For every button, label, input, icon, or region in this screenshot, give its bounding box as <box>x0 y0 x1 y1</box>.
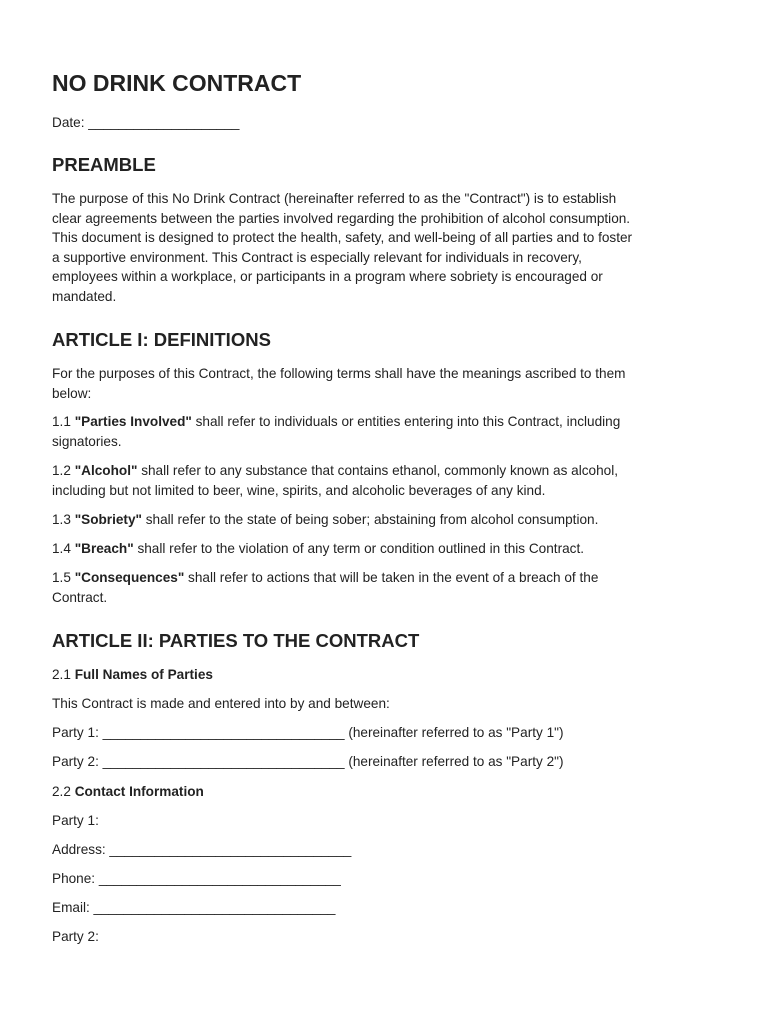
contact-party-2-label: Party 2: <box>52 929 99 944</box>
preamble-line: a supportive environment. This Contract is especially relevant for individuals in recovery, <box>52 249 582 265</box>
preamble-paragraph <box>52 189 722 306</box>
email-line: Email: ________________________________ <box>52 900 336 915</box>
definition-number: 1.1 <box>52 414 75 429</box>
preamble-line: clear agreements between the parties involved regarding the prohibition of alcohol consumption. <box>52 210 631 226</box>
phone-line: Phone: ________________________________ <box>52 871 341 886</box>
section-number: 2.2 <box>52 784 75 799</box>
section-title: Contact Information <box>74 784 204 799</box>
definition-1-4 <box>52 539 722 559</box>
definition-number: 1.4 <box>52 541 75 556</box>
article-2-heading: ARTICLE II: PARTIES TO THE CONTRACT <box>52 630 420 651</box>
date-line: Date: ____________________ <box>52 115 240 130</box>
article-1-intro-line: below: <box>52 385 92 401</box>
definition-text: shall refer to the state of being sober; abstaining from alcohol consumption. <box>141 512 599 527</box>
definition-number: 1.2 <box>52 463 75 478</box>
party-2-name-line: Party 2: ________________________________ (hereinafter referred to as "Party 2") <box>52 754 564 769</box>
contact-party-1-label: Party 1: <box>52 813 99 828</box>
preamble-line: The purpose of this No Drink Contract (hereinafter referred to as the "Contract") is to establish <box>52 191 617 206</box>
section-number: 2.1 <box>52 667 75 682</box>
definition-term: "Consequences" <box>74 570 185 585</box>
article-1-intro-line: For the purposes of this Contract, the following terms shall have the meanings ascribed to them <box>52 366 626 381</box>
definition-text: shall refer to individuals or entities entering into this Contract, including <box>191 414 621 429</box>
preamble-line: employees within a workplace, or participants in a program where sobriety is encouraged or <box>52 269 603 284</box>
definition-term: "Sobriety" <box>74 512 142 527</box>
article-1-intro <box>52 364 722 403</box>
definition-text: signatories. <box>52 433 122 449</box>
definition-term: "Parties Involved" <box>74 414 192 429</box>
party-1-name-line: Party 1: ________________________________ (hereinafter referred to as "Party 1") <box>52 725 564 740</box>
definition-number: 1.3 <box>52 512 75 527</box>
definition-1-2 <box>52 461 722 500</box>
preamble-line: This document is designed to protect the health, safety, and well-being of all parties and to foster <box>52 230 633 245</box>
definition-text: shall refer to the violation of any term or condition outlined in this Contract. <box>133 541 585 556</box>
article-2-intro: This Contract is made and entered into by and between: <box>52 696 390 711</box>
section-title: Full Names of Parties <box>74 667 213 682</box>
definition-text: Contract. <box>52 589 108 605</box>
definition-1-1 <box>52 412 722 451</box>
section-2-2-heading <box>52 782 204 802</box>
section-2-1-heading <box>52 665 213 685</box>
article-1-heading: ARTICLE I: DEFINITIONS <box>52 329 271 350</box>
definition-1-5 <box>52 568 722 607</box>
definition-term: "Breach" <box>74 541 134 556</box>
document-title: NO DRINK CONTRACT <box>52 70 302 96</box>
definition-text: shall refer to actions that will be taken in the event of a breach of the <box>184 570 599 585</box>
preamble-line: mandated. <box>52 288 117 304</box>
address-line: Address: ________________________________ <box>52 842 352 857</box>
definition-1-3 <box>52 510 722 530</box>
definition-number: 1.5 <box>52 570 75 585</box>
preamble-heading: PREAMBLE <box>52 154 156 175</box>
definition-term: "Alcohol" <box>74 463 138 478</box>
definition-text: shall refer to any substance that contains ethanol, commonly known as alcohol, <box>137 463 619 478</box>
definition-text: including but not limited to beer, wine, spirits, and alcoholic beverages of any kind. <box>52 482 546 498</box>
